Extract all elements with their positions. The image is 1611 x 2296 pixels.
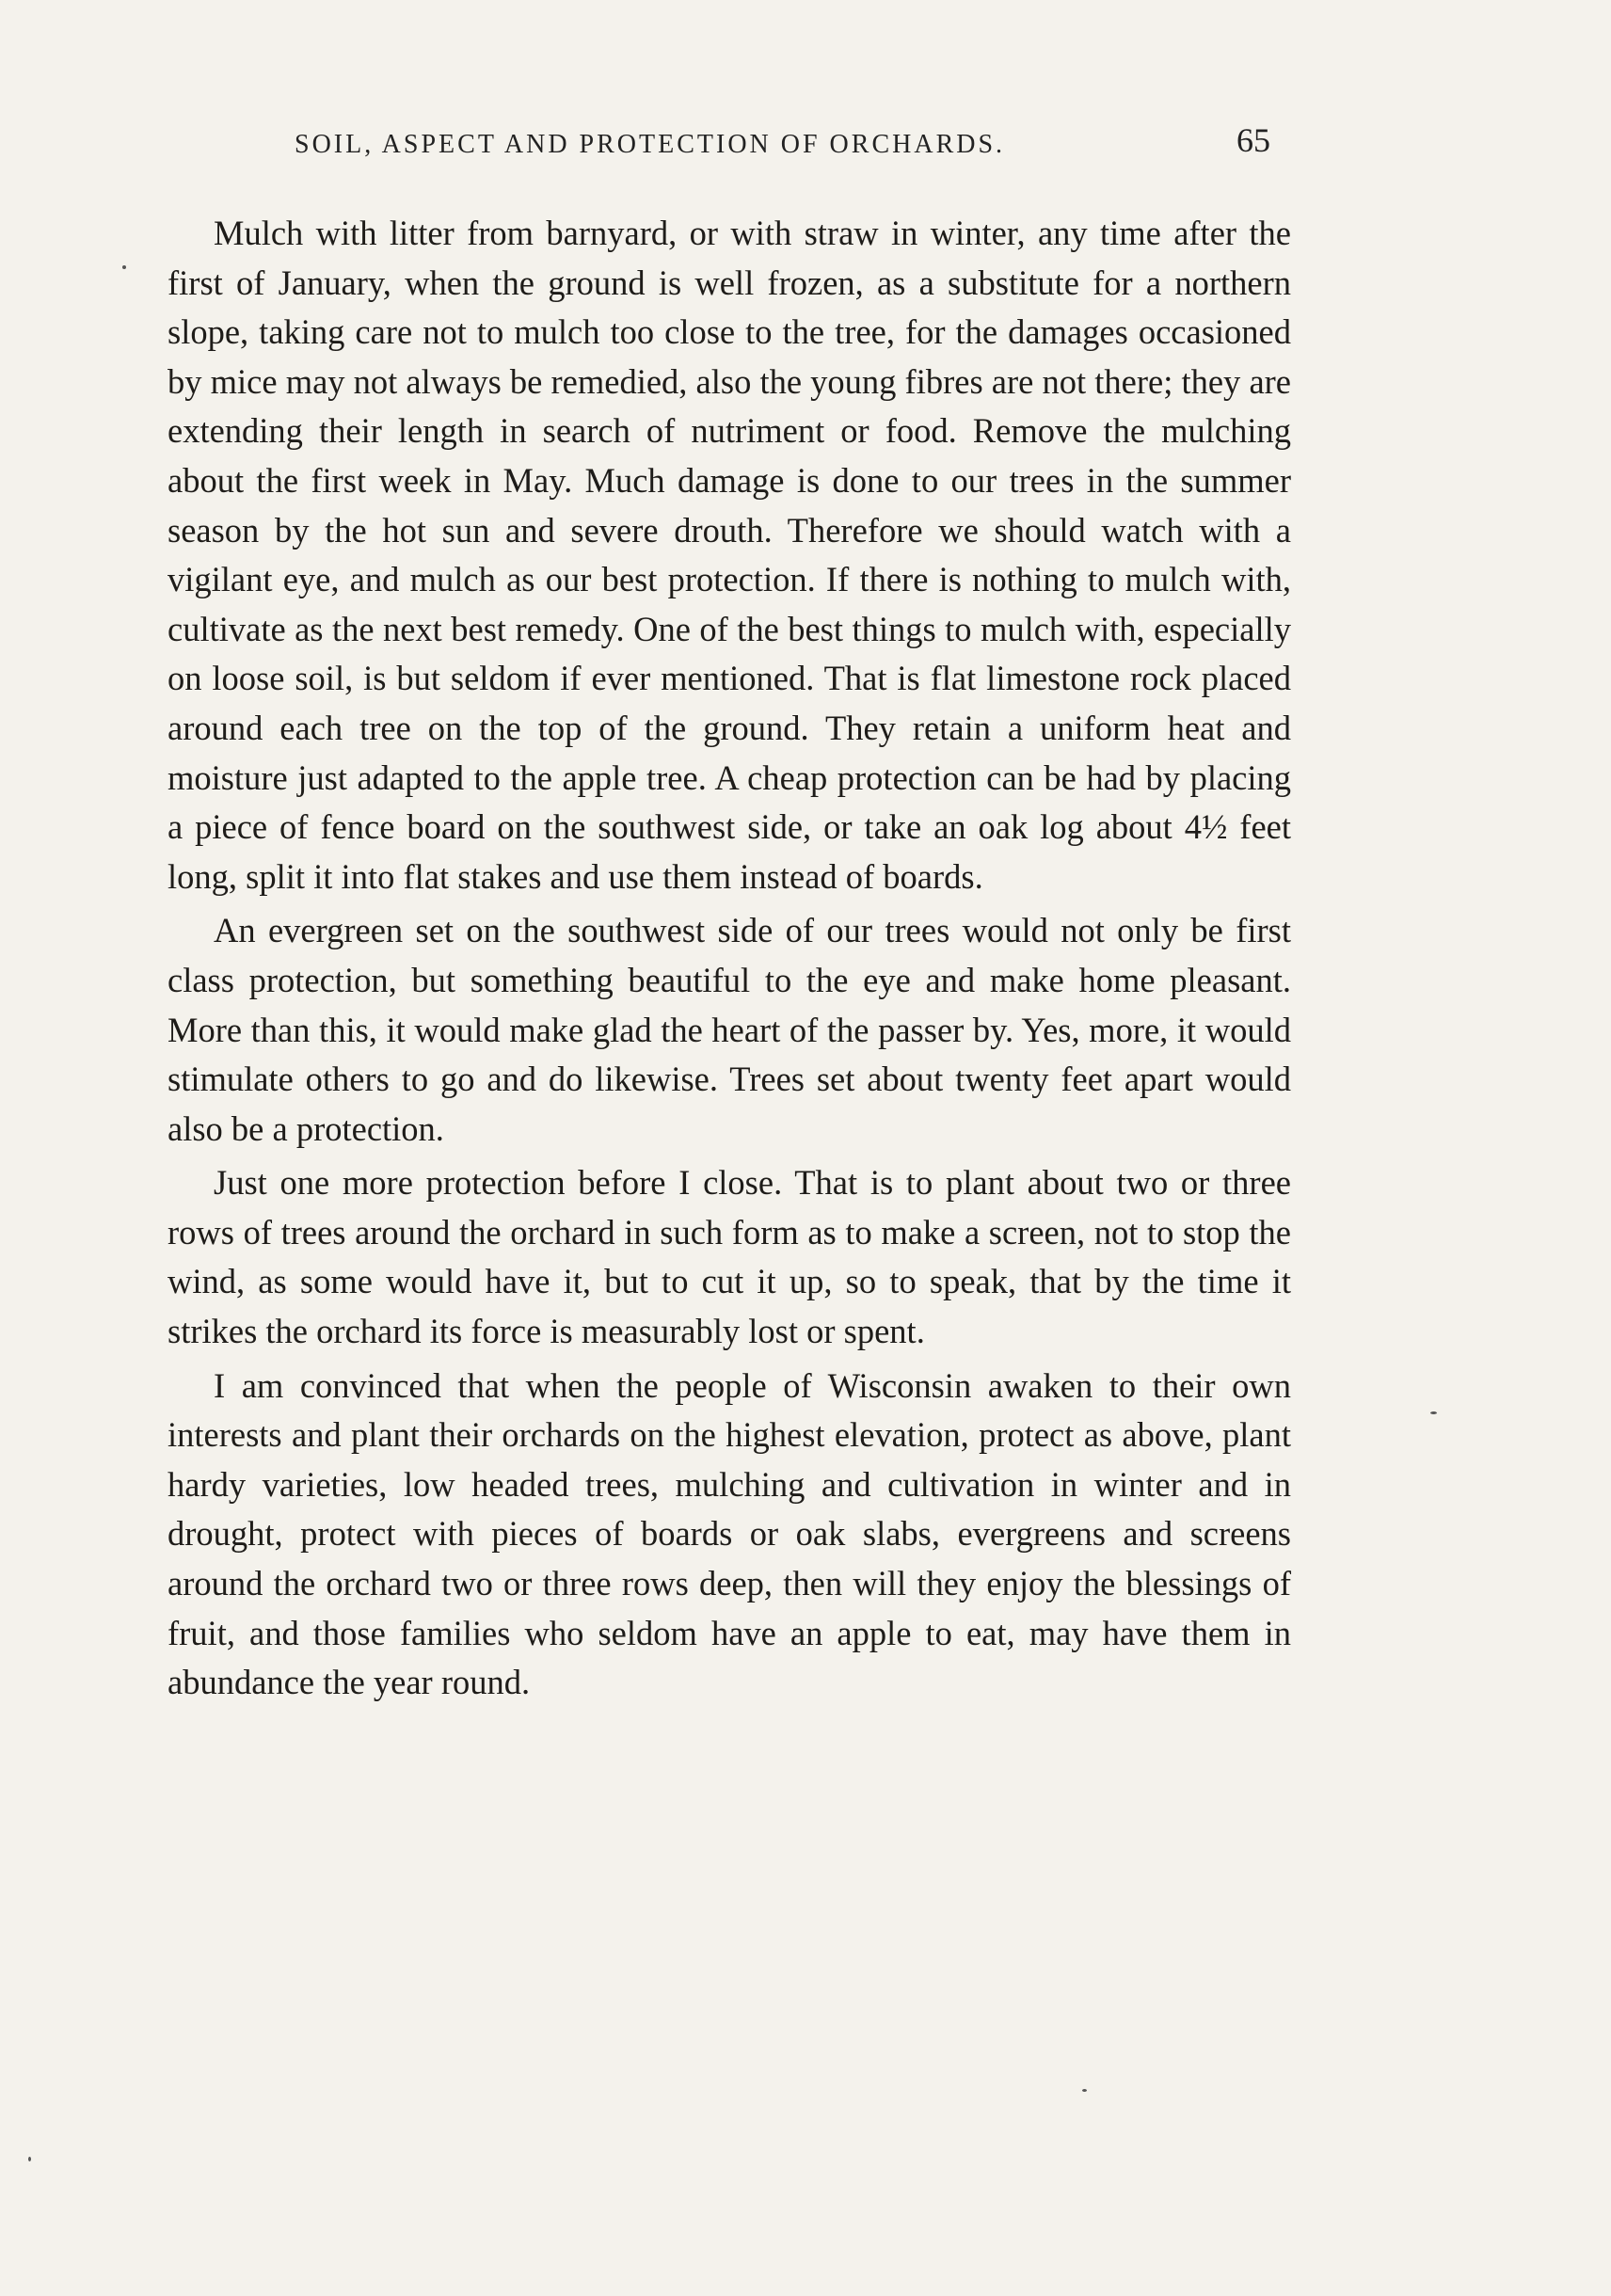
paper-speck	[122, 265, 126, 269]
paragraph-evergreen: An evergreen set on the southwest side of our trees would not only be first class protection, but something beautiful to the eye and make home pleasant. More than this, it would make glad the heart of the passer by. Yes, more, it would stimulate others to go and do likewise. Trees set about twenty feet apart would also be a protection.	[167, 911, 1291, 1148]
paper-speck	[1082, 2089, 1087, 2092]
page-number: 65	[1236, 121, 1270, 159]
paper-speck	[1430, 1411, 1437, 1414]
running-head: SOIL, ASPECT AND PROTECTION OF ORCHARDS.	[295, 130, 1006, 159]
body-text	[167, 209, 1291, 1708]
paragraph-screen: Just one more protection before I close. That is to plant about two or three rows of trees around the orchard in such form as to make a screen, not to stop the wind, as some would have it, but to cut it up, so to speak, that by the time it strikes the orchard its force is measurably lost or spent.	[167, 1163, 1291, 1351]
paper-speck	[28, 2157, 31, 2161]
paragraph-mulching: Mulch with litter from barnyard, or with straw in winter, any time after the first of January, when the ground is well frozen, as a substitute for a northern slope, taking care not to mulch too close to the tree, for the damages occasioned by mice may not always be remedied, also the young fibres are not there; they are extending their length in search of nutriment or food. Remove the mulching about the first week in May. Much damage is done to our trees in the summer season by the hot sun and severe drouth. Therefore we should watch with a vigilant eye, and mulch as our best protection. If there is nothing to mulch with, cultivate as the next best remedy. One of the best things to mulch with, especially on loose soil, is but seldom if ever mentioned. That is flat limestone rock placed around each tree on the top of the ground. They retain a uniform heat and moisture just adapted to the apple tree. A cheap protection can be had by placing a piece of fence board on the southwest side, or take an oak log about 4½ feet long, split it into flat stakes and use them instead of boards.	[167, 214, 1291, 896]
paragraph-conclusion: I am convinced that when the people of Wisconsin awaken to their own interests and plant their orchards on the highest elevation, protect as above, plant hardy varieties, low headed trees, mulching and cultivation in winter and in drought, protect with pieces of boards or oak slabs, evergreens and screens around the orchard two or three rows deep, then will they enjoy the blessings of fruit, and those families who seldom have an apple to eat, may have them in abundance the year round.	[167, 1365, 1291, 1702]
